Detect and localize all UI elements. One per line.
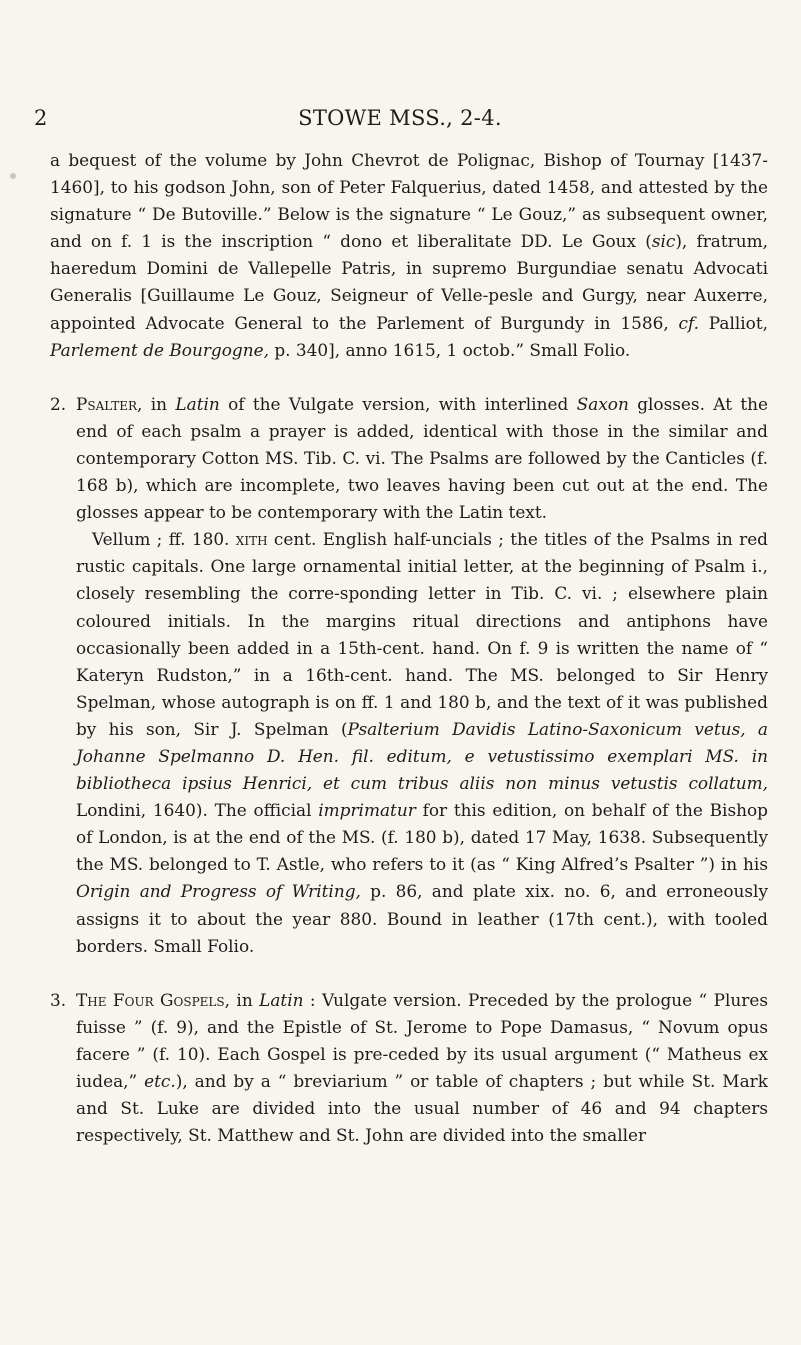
text-run: ), and by a “ breviarium ” or table of chapters ; but while St. Mark and St. Luke are divided into the usual number of 46 and 94 chapters respectively, St. Matthew and St. John are divided into the smaller bbox=[76, 1071, 768, 1146]
margin-blemish bbox=[10, 173, 16, 179]
text-run-smallcaps: xith bbox=[235, 529, 268, 550]
text-run-italic: Psalterium Davidis Latino-Saxonicum vetus, a Johanne Spelmanno D. Hen. fil. editum, e vetustissimo exemplari MS. in bibliotheca ipsius Henrici, et cum tribus aliis non minus vetustis collatum, bbox=[76, 718, 768, 794]
entry-2-paragraph bbox=[50, 391, 768, 526]
text-run-italic: etc. bbox=[144, 1071, 176, 1091]
text-run: Londini, 1640). The official bbox=[76, 800, 319, 821]
text-run-italic: Saxon bbox=[576, 393, 629, 414]
body-text bbox=[50, 147, 768, 1149]
text-run: , in bbox=[224, 989, 260, 1010]
text-run: p. 86, and plate xix. no. 6, and erroneously assigns it to about the year 880. Bound in leather (17th cent.), with tooled borders. Small Folio. bbox=[76, 881, 768, 956]
text-run: of the Vulgate version, with interlined bbox=[219, 393, 577, 414]
text-run: glosses. At the end of each psalm a prayer is added, identical with those in the similar and contemporary Cotton MS. Tib. C. vi. The Psalms are followed by the Canticles (f. 168 b), which are incomplete, two leaves having been cut out at the end. The glosses appear to be contemporary with the Latin text. bbox=[76, 393, 768, 523]
text-run-italic: Latin bbox=[175, 393, 220, 414]
text-run-italic: sic bbox=[651, 231, 676, 252]
page-header bbox=[30, 106, 770, 138]
text-run: cent. English half-uncials ; the titles of the Psalms in red rustic capitals. One large ornamental initial letter, at the beginning of Psalm i., closely resembling the corre-sponding letter in Tib. C. vi. ; elsewhere plain coloured initials. In the margins ritual directions and antiphons have occasionally been added in a 15th-cent. hand. On f. 9 is written the name of “ Kateryn Rudston,” in a 16th-cent. hand. The MS. belonged to Sir Henry Spelman, whose autograph is on ff. 1 and 180 b, and the text of it was published by his son, Sir J. Spelman ( bbox=[76, 529, 768, 739]
running-head: STOWE MSS., 2-4. bbox=[298, 106, 502, 130]
entry-title: The Four Gospels bbox=[76, 989, 225, 1010]
text-run-italic: Origin and Progress of Writing, bbox=[76, 881, 361, 902]
text-run: , in bbox=[137, 393, 176, 414]
entry-3-paragraph bbox=[50, 987, 768, 1150]
text-run-italic: imprimatur bbox=[318, 800, 416, 821]
entry-2-description bbox=[50, 526, 768, 960]
text-run-italic: Parlement de Bourgogne, bbox=[50, 339, 269, 360]
text-run-italic: Latin bbox=[259, 989, 304, 1010]
text-run: for this edition, on behalf of the Bishop of London, is at the end of the MS. (f. 180 b), dated 17 May, 1638. Subsequently the MS. belonged to T. Astle, who refers to it (as “ King Alfred’s Psalter ”) in his bbox=[76, 800, 768, 875]
text-run-italic: cf. bbox=[678, 312, 699, 333]
text-run: a bequest of the volume by John Chevrot de Polignac, Bishop of Tournay [1437-1460], to his godson John, son of Peter Falquerius, dated 1458, and attested by the signature “ De Butoville.” Below is the signature “ Le Gouz,” as subsequent owner, and on f. 1 is the inscription “ dono et liberalitate DD. Le Goux ( bbox=[50, 150, 768, 252]
entry-title: Psalter bbox=[76, 393, 138, 414]
text-run: p. 340], anno 1615, 1 octob.” Small Folio. bbox=[268, 339, 631, 360]
entry-number: 2. bbox=[50, 393, 67, 414]
text-run: ), fratrum, haeredum Domini de Vallepelle Patris, in supremo Burgundiae senatu Advocati Generalis [Guillaume Le Gouz, Seigneur of Velle-pesle and Gurgy, near Auxerre, appointed Advocate General to the Parlement of Burgundy in 1586, bbox=[50, 231, 768, 333]
entry-number: 3. bbox=[50, 989, 67, 1010]
intro-paragraph bbox=[50, 147, 768, 364]
text-run: Vellum ; ff. 180. bbox=[92, 529, 236, 550]
text-run: : Vulgate version. Preceded by the prologue “ Plures fuisse ” (f. 9), and the Epistle of St. Jerome to Pope Damasus, “ Novum opus facere ” (f. 10). Each Gospel is pre-ceded by its usual argument (“ Matheus ex iudea,” bbox=[76, 989, 768, 1091]
text-run: Palliot, bbox=[698, 312, 768, 333]
page-number: 2 bbox=[34, 106, 48, 130]
